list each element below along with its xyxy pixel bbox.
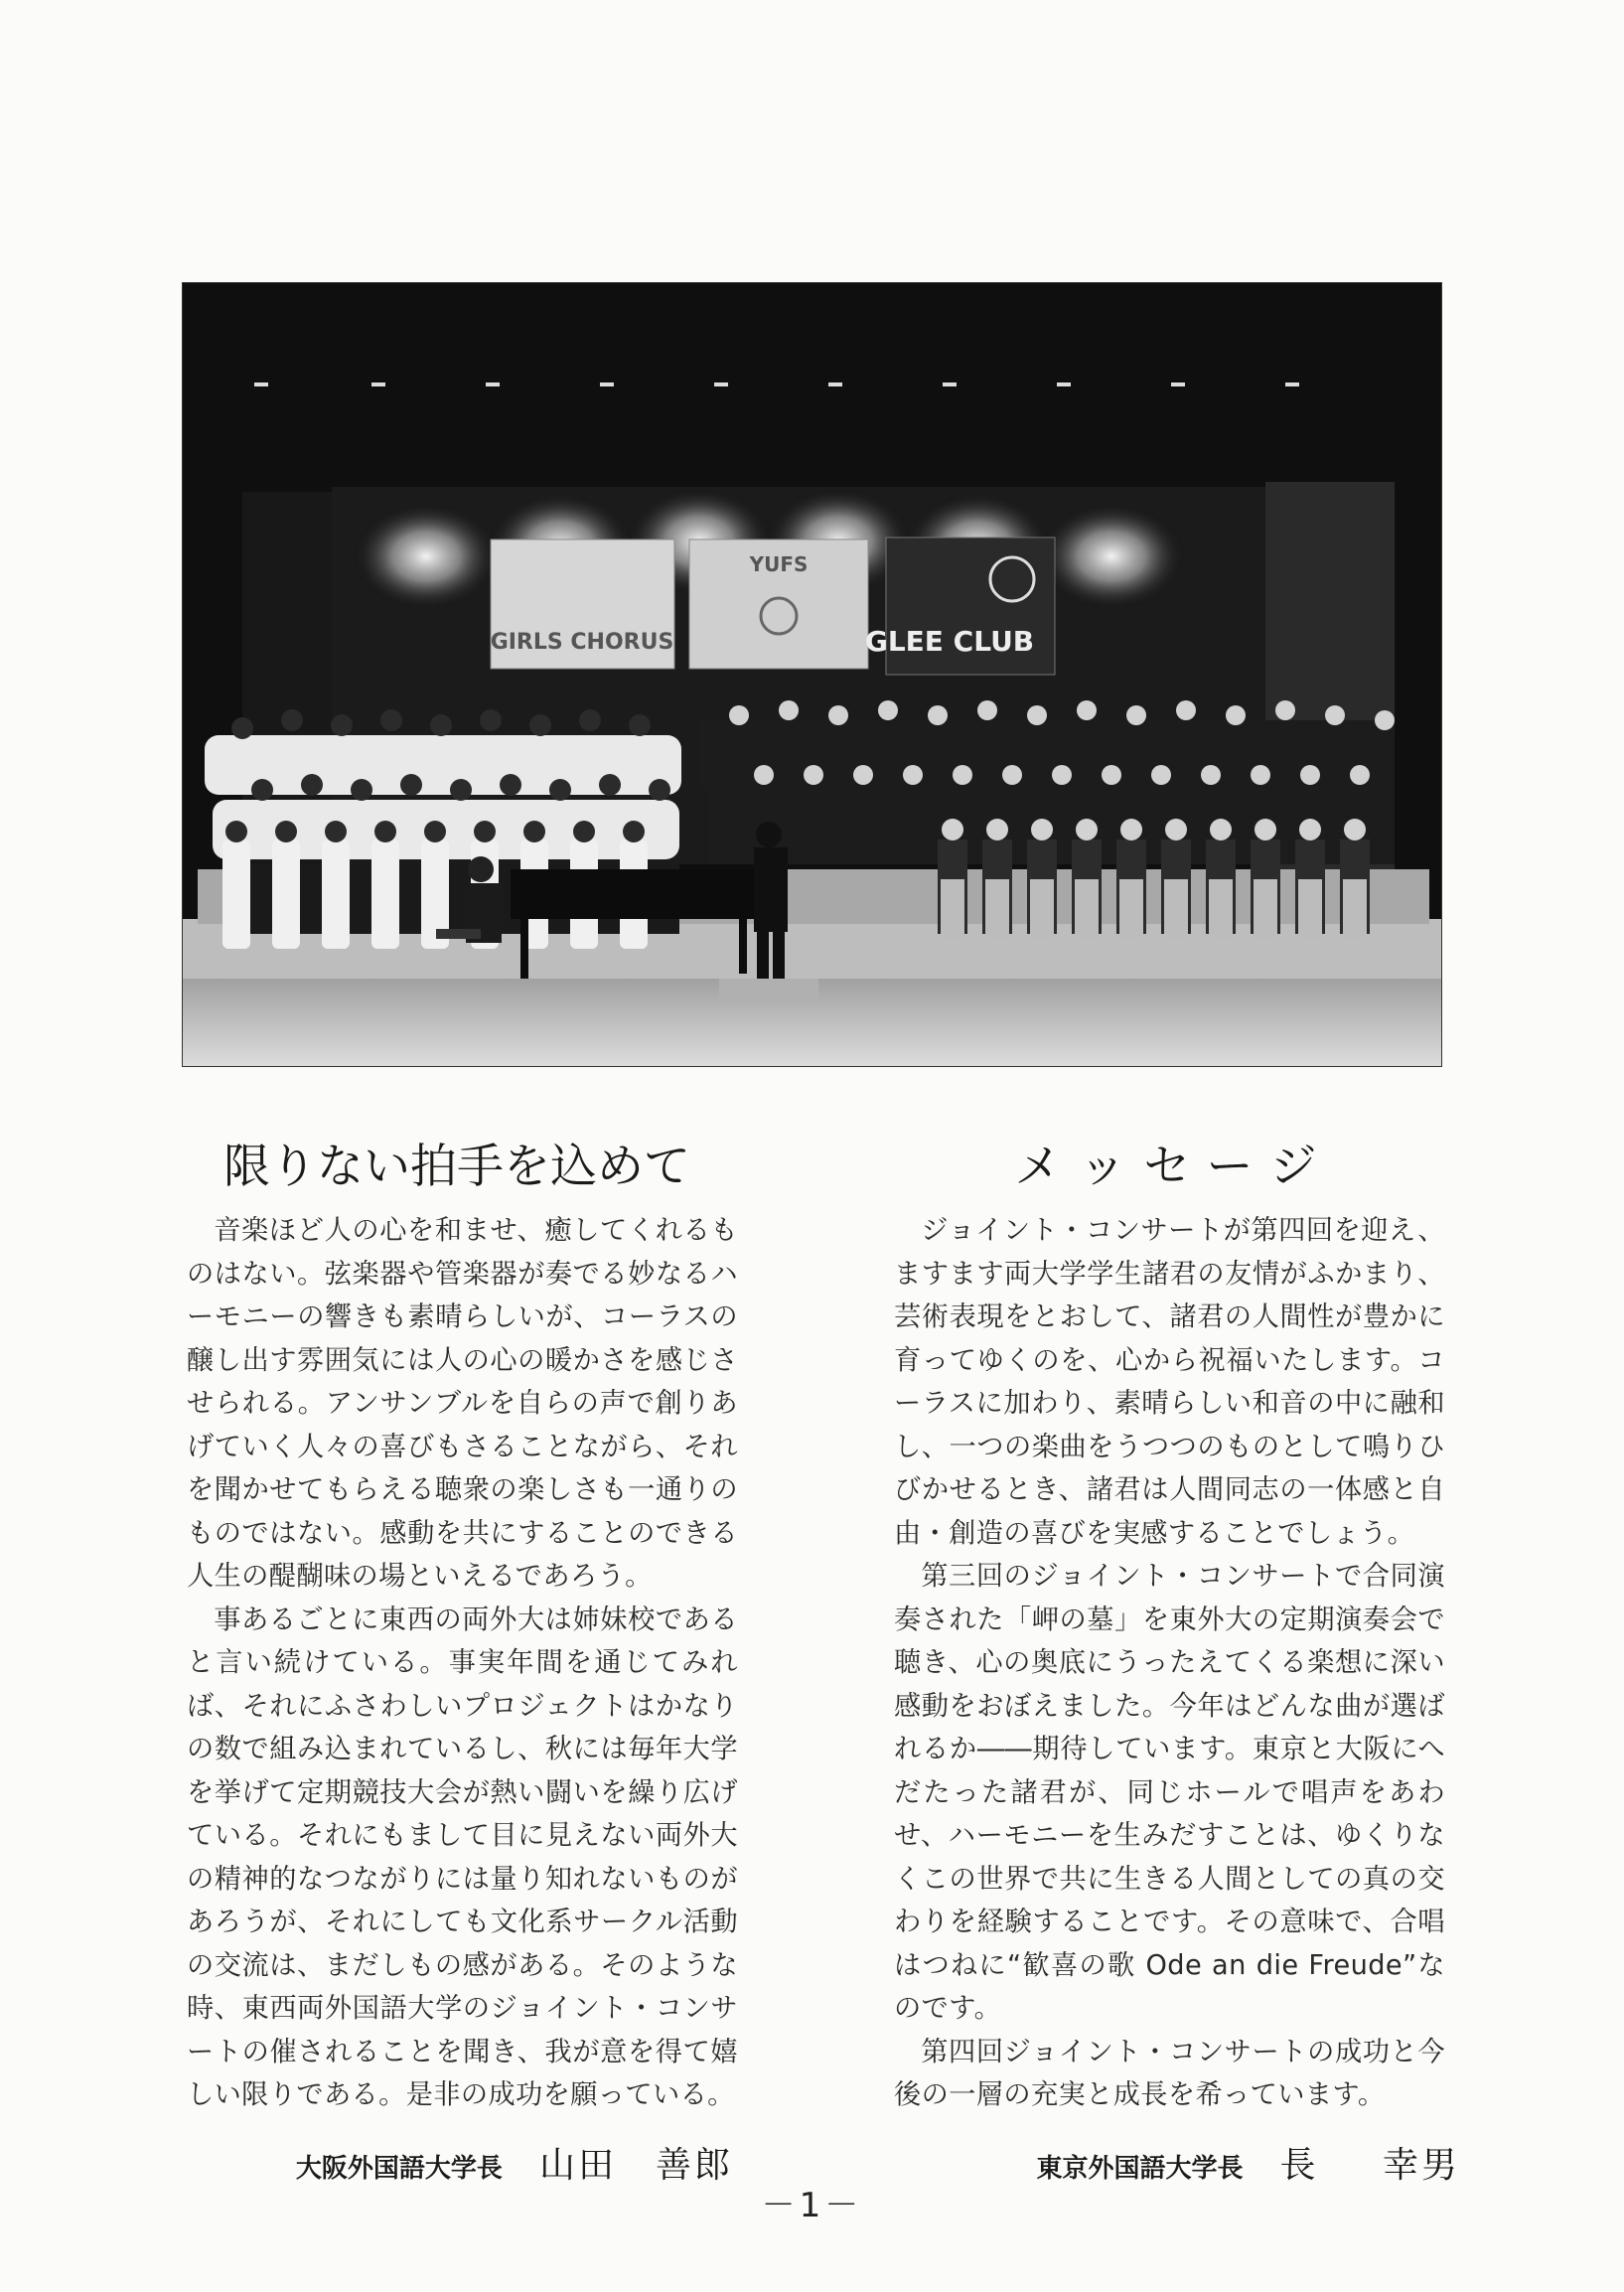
left-signature-name: 山田 善郎 (538, 2144, 733, 2186)
banner-girls-chorus: GIRLS CHORUS (490, 630, 674, 655)
choir-photo-illustration (183, 283, 1441, 1066)
left-message-title: 限りない拍手を込めて (223, 1140, 690, 1194)
right-signature-name: 長 幸男 (1279, 2144, 1460, 2186)
choir-concert-photo (182, 282, 1442, 1067)
right-paragraph: 第四回ジョイント・コンサートの成功と今後の一層の充実と成長を希っています。 (894, 2036, 1445, 2110)
right-paragraph: 第三回のジョイント・コンサートで合同演奏された「岬の墓」を東外大の定期演奏会で聴き、心の奥底にうったえてくる楽想に深い感動をおぼえました。今年はどんな曲が選ばれるか――期待しています。東京と大阪にへだたった諸君が、同じホールで唱声をあわせ、ハーモニーを生みだすことは、ゆくりなくこの世界で共に生きる人間としての真の交わりを経験することです。その意味で、合唱はつねに“歓喜の歌 Ode an die Freude”なのです。 (894, 1561, 1445, 2024)
left-paragraph: 事あるごとに東西の両外大は姉妹校であると言い続けている。事実年間を通じてみれば、それにふさわしいプロジェクトはかなりの数で組み込まれているし、秋には毎年大学を挙げて定期競技大会が熱い闘いを繰り広げている。それにもまして目に見えない両外大の精神的なつながりには量り知れないものがあろうが、それにしても文化系サークル活動の交流は、まだしもの感がある。そのような時、東西両外国語大学のジョイント・コンサートの催されることを聞き、我が意を得て嬉しい限りである。是非の成功を願っている。 (187, 1604, 738, 2110)
left-signature-org: 大阪外国語大学長 (295, 2153, 503, 2184)
left-paragraph: 音楽ほど人の心を和ませ、癒してくれるものはない。弦楽器や管楽器が奏でる妙なるハーモニーの響きも素晴らしいが、コーラスの醸し出す雰囲気には人の心の暖かさを感じさせられる。アンサンブルを自らの声で創りあげていく人々の喜びもさることながら、それを聞かせてもらえる聴衆の楽しさも一通りのものではない。感動を共にすることのできる人生の醍醐味の場といえるであろう。 (187, 1215, 738, 1592)
right-message-title: メッセージ (1014, 1140, 1335, 1194)
right-paragraph: ジョイント・コンサートが第四回を迎え、ますます両大学学生諸君の友情がふかまり、芸術表現をとおして、諸君の人間性が豊かに育ってゆくのを、心から祝福いたします。コーラスに加わり、素晴らしい和音の中に融和し、一つの楽曲をうつつのものとして鳴りひびかせるとき、諸君は人間同志の一体感と自由・創造の喜びを実感することでしょう。 (894, 1215, 1445, 1549)
right-signature-org: 東京外国語大学長 (1036, 2153, 1244, 2184)
page-number: －1－ (761, 2186, 863, 2225)
left-message-body (187, 1209, 738, 2117)
right-message-body (894, 1209, 1445, 2117)
banner-yufs: YUFS (749, 552, 809, 576)
banner-glee-club: GLEE CLUB (864, 625, 1035, 658)
tokyo-president-message (894, 1138, 1460, 2188)
osaka-president-message (187, 1138, 738, 2188)
